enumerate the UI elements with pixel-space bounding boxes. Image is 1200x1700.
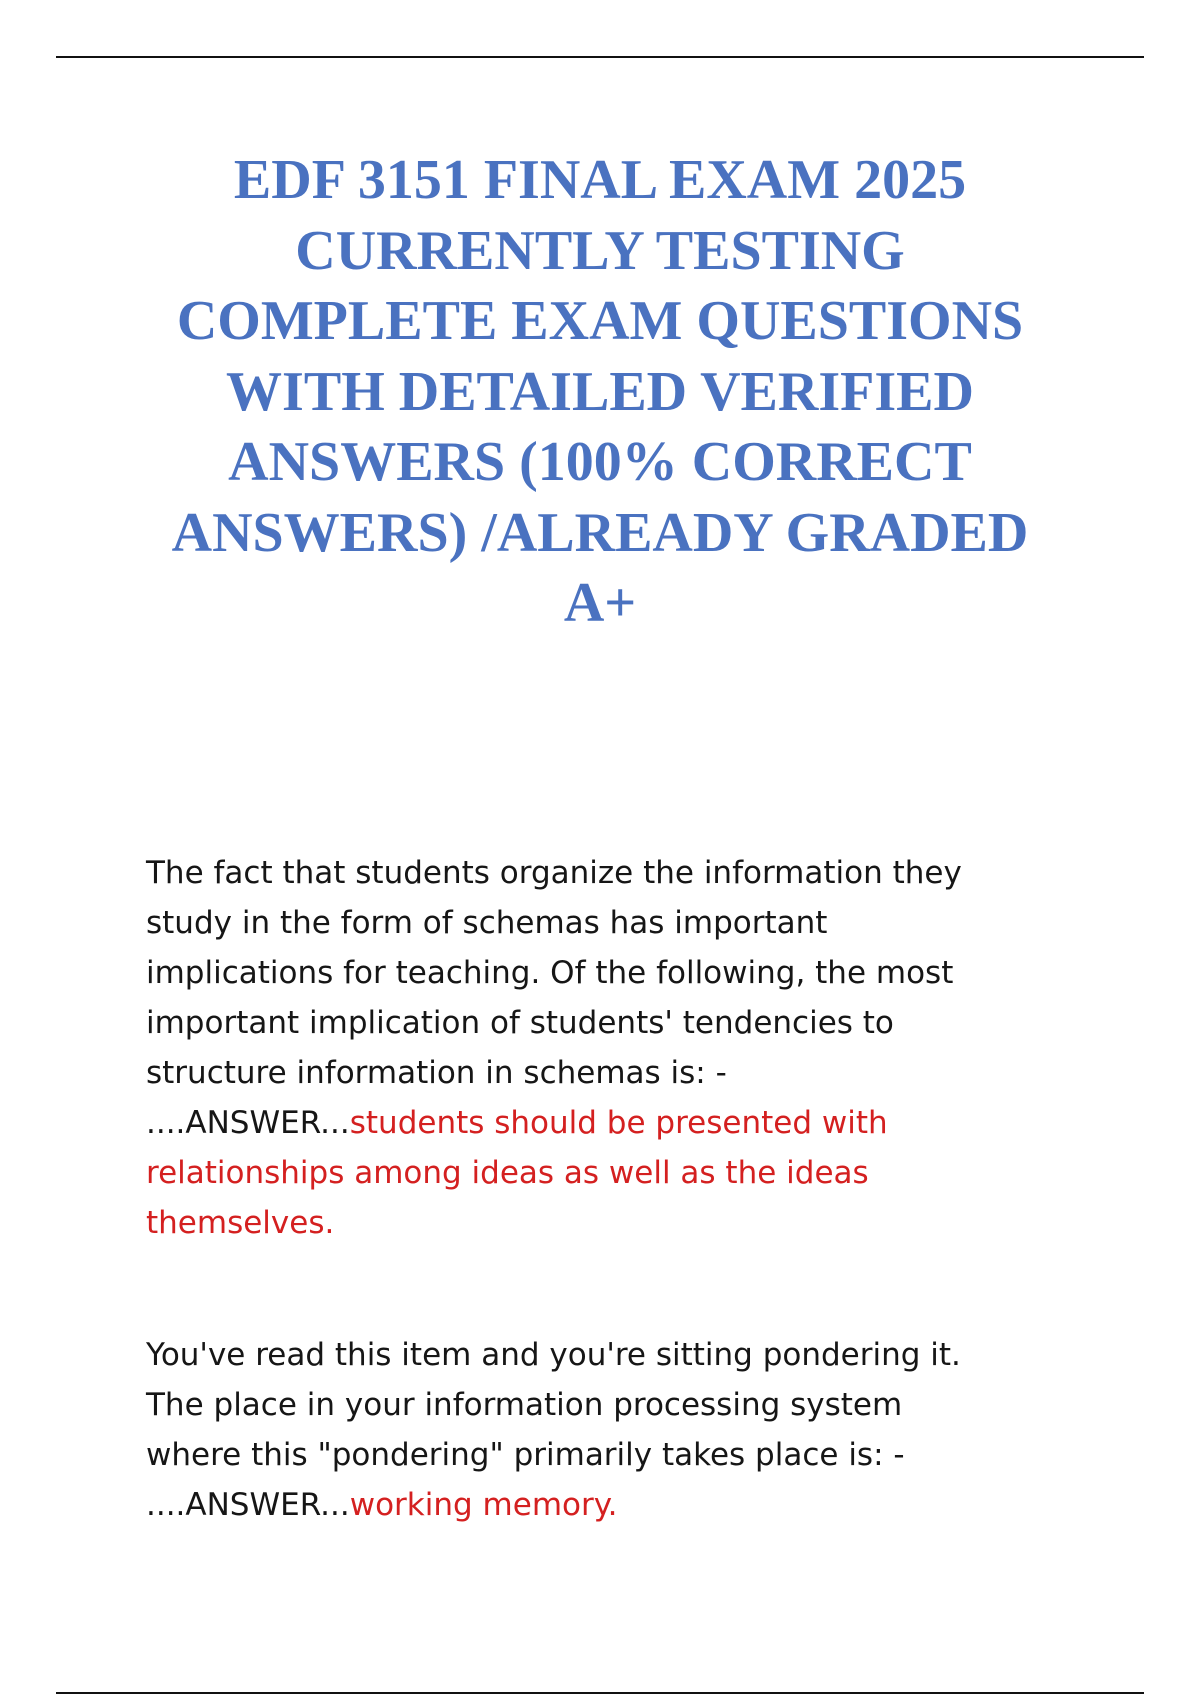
title-line: ANSWERS (100% CORRECT (228, 431, 972, 493)
answer-text: themselves. (146, 1205, 335, 1241)
question-line: The place in your information processing system (146, 1387, 903, 1423)
document-title (110, 145, 1090, 639)
question-line: important implication of students' tendencies to (146, 1005, 894, 1041)
question-line: structure information in schemas is: - (146, 1055, 727, 1091)
title-line: EDF 3151 FINAL EXAM 2025 (233, 149, 967, 211)
title-line: COMPLETE EXAM QUESTIONS (176, 290, 1024, 352)
answer-text: relationships among ideas as well as the ideas (146, 1155, 869, 1191)
answer-text: working memory. (349, 1487, 618, 1523)
question-block-1 (146, 848, 1076, 1248)
title-line: ANSWERS) /ALREADY GRADED (171, 501, 1029, 564)
title-line: CURRENTLY TESTING (295, 219, 905, 282)
title-line: WITH DETAILED VERIFIED (226, 360, 974, 423)
answer-text: students should be presented with (349, 1105, 888, 1141)
bottom-rule (56, 1692, 1144, 1694)
answer-line (146, 1480, 1076, 1530)
question-line: The fact that students organize the information they (146, 855, 962, 891)
top-rule (56, 56, 1144, 58)
answer-line (146, 1098, 1076, 1148)
answer-prefix: ....ANSWER... (146, 1105, 350, 1141)
title-line: A+ (563, 572, 637, 634)
question-line: study in the form of schemas has important (146, 905, 828, 941)
question-line: where this "pondering" primarily takes place is: - (146, 1437, 905, 1473)
question-block-2 (146, 1330, 1076, 1530)
question-line: You've read this item and you're sitting pondering it. (146, 1337, 961, 1373)
answer-prefix: ....ANSWER... (146, 1487, 350, 1523)
question-line: implications for teaching. Of the following, the most (146, 955, 954, 991)
